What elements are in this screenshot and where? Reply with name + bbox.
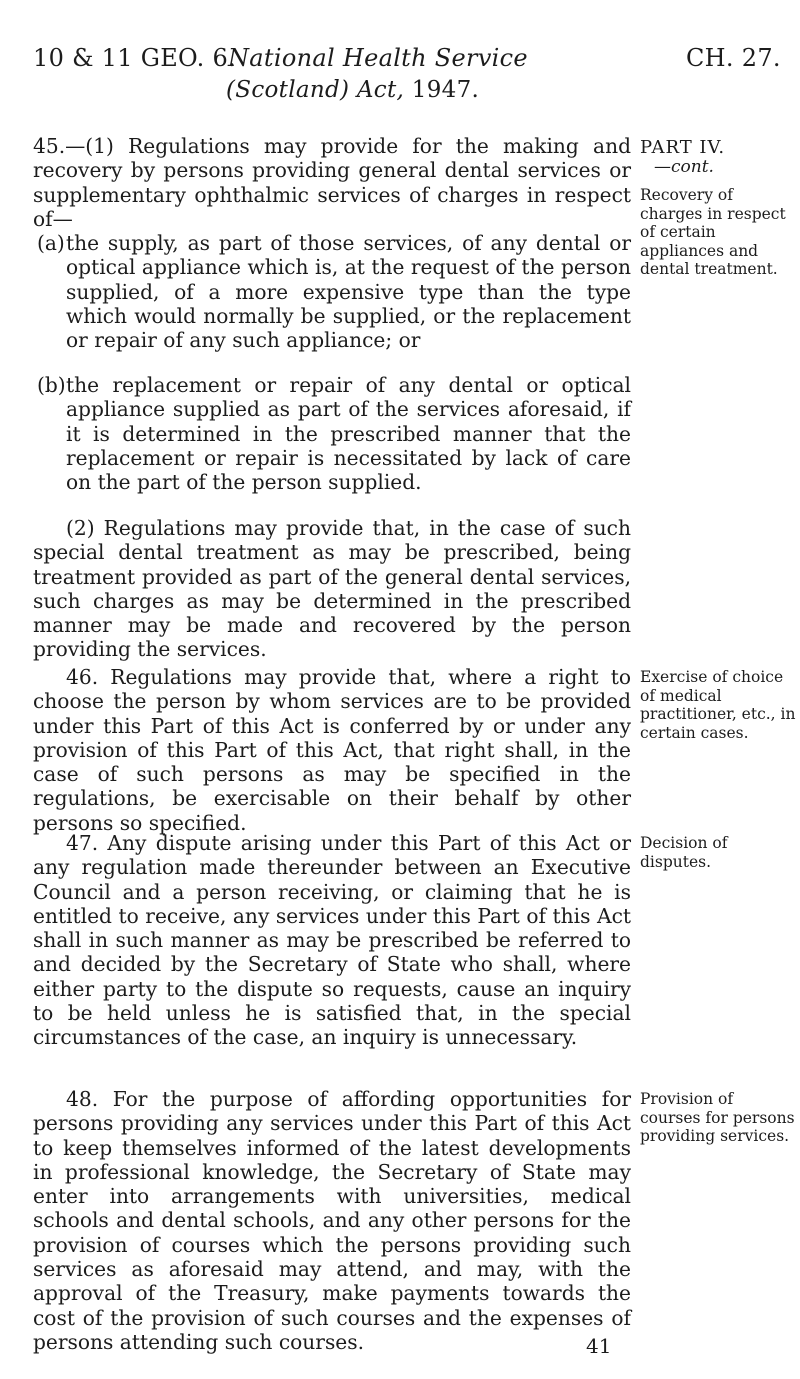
- margin-note-s47: Decision of disputes.: [640, 834, 728, 871]
- margin-note-s48: Provision of courses for persons providing services.: [640, 1090, 795, 1145]
- act-subtitle-year: 1947.: [411, 77, 480, 103]
- part-heading-label: PART IV.: [640, 137, 726, 158]
- section-45-intro-text: 45.—(1) Regulations may provide for the making and recovery by persons providing general dental services or supplementary ophthalmic services of charges in respect of—: [33, 134, 631, 231]
- page-number: 41: [586, 1334, 612, 1358]
- regnal-year: 10 & 11 GEO. 6.: [33, 44, 236, 72]
- act-title: National Health Service: [228, 44, 528, 72]
- section-45-intro: [33, 134, 631, 231]
- section-46: [33, 665, 631, 835]
- margin-note-s46: Exercise of choice of medical practitioner, etc., in certain cases.: [640, 668, 796, 742]
- section-47-text: 47. Any dispute arising under this Part of this Act or any regulation made thereunder between an Executive Council and a person receiving, or claiming that he is entitled to receive, any services under this Part of this Act shall in such manner as may be prescribed be referred to and decided by the Secretary of State who shall, where either party to the dispute so requests, cause an inquiry to be held unless he is satisfied that, in the special circumstances of the case, an inquiry is unnecessary.: [33, 831, 631, 1050]
- section-47: [33, 831, 631, 1050]
- part-heading: [640, 138, 798, 177]
- chapter-number: CH. 27.: [686, 44, 781, 72]
- section-45-b: [37, 373, 631, 495]
- section-46-text: 46. Regulations may provide that, where a right to choose the person by whom services are to be provided under this Part of this Act is conferred by or under any provision of this Part of this Act, that right shall, in the case of such persons as may be specified in the regulations, be exercisable on their behalf by other persons so specified.: [33, 665, 631, 835]
- margin-note-s45: Recovery of charges in respect of certain appliances and dental treatment.: [640, 186, 786, 278]
- section-45-a-label: (a): [37, 231, 65, 255]
- section-45-a-text: the supply, as part of those services, of any dental or optical appliance which is, at the request of the person supplied, of a more expensive type than the type which would normally be supplied, or the replacement or repair of any such appliance; or: [66, 231, 631, 353]
- section-45-a: [37, 231, 631, 353]
- part-heading-cont: —cont.: [654, 157, 714, 177]
- section-48: [33, 1087, 631, 1354]
- section-45-b-label: (b): [37, 373, 66, 397]
- section-45-2: [33, 516, 631, 662]
- act-subtitle-italic: (Scotland) Act,: [226, 77, 405, 103]
- section-45-2-text: (2) Regulations may provide that, in the case of such special dental treatment as may be prescribed, being treatment provided as part of the general dental services, such charges as may be determined in the prescribed manner may be made and recovered by the person providing the services.: [33, 516, 631, 662]
- section-45-b-text: the replacement or repair of any dental or optical appliance supplied as part of the services aforesaid, if it is determined in the prescribed manner that the replacement or repair is necessitated by lack of care on the part of the person supplied.: [66, 373, 631, 495]
- act-subtitle: [226, 77, 479, 103]
- section-48-text: 48. For the purpose of affording opportunities for persons providing any services under this Part of this Act to keep themselves informed of the latest developments in professional knowledge, the Secretary of State may enter into arrangements with universities, medical schools and dental schools, and any other persons for the provision of courses which the persons providing such services as aforesaid may attend, and may, with the approval of the Treasury, make payments towards the cost of the provision of such courses and the expenses of persons attending such courses.: [33, 1087, 631, 1354]
